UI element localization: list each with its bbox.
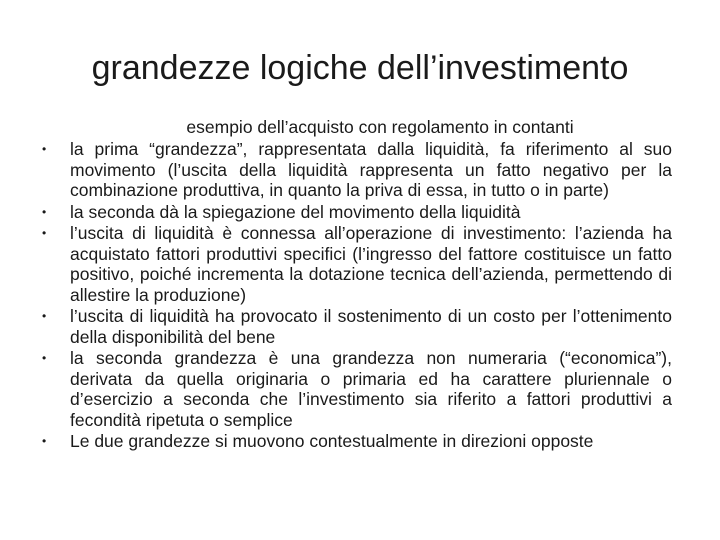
bullet-dot-icon: • xyxy=(42,226,47,240)
bullet-item xyxy=(42,223,672,305)
bullet-item xyxy=(42,348,672,430)
bullet-dot-icon: • xyxy=(42,351,47,365)
bullet-dot-icon: • xyxy=(42,309,47,323)
bullet-text: l’uscita di liquidità ha provocato il sostenimento di un costo per l’ottenimento della disponibilità del bene xyxy=(70,306,672,347)
bullet-dot-icon: • xyxy=(42,434,47,448)
bullet-item xyxy=(42,306,672,347)
slide-subtitle: esempio dell’acquisto con regolamento in contanti xyxy=(186,117,574,137)
bullet-text: la seconda dà la spiegazione del movimento della liquidità xyxy=(70,201,521,222)
bullet-dot-icon: • xyxy=(42,142,47,156)
bullet-list xyxy=(42,139,672,453)
bullet-text: Le due grandezze si muovono contestualmente in direzioni opposte xyxy=(70,431,594,451)
bullet-text: la seconda grandezza è una grandezza non numeraria (“economica”), derivata da quella originaria o primaria ed ha carattere pluriennale o d’esercizio a seconda che l’investimento sia riferito a fattori produttivi a fecondità ripetuta o semplice xyxy=(70,348,672,430)
bullet-item xyxy=(42,202,672,223)
bullet-text: l’uscita di liquidità è connessa all’operazione di investimento: l’azienda ha acquistato fattori produttivi specifici (l’ingresso del fattore costituisce un fatto positivo, poiché incrementa la dotazione tecnica dell’azienda, permettendo di allestire la produzione) xyxy=(70,223,672,305)
bullet-text: la prima “grandezza”, rappresentata dalla liquidità, fa riferimento al suo movimento (l’uscita della liquidità rappresenta un fatto negativo per la combinazione produttiva, in quanto la priva di essa, in tutto o in parte) xyxy=(70,139,672,200)
bullet-dot-icon: • xyxy=(42,204,47,219)
bullet-item xyxy=(42,139,672,201)
slide-title: grandezze logiche dell’investimento xyxy=(91,49,629,87)
bullet-item xyxy=(42,431,672,452)
